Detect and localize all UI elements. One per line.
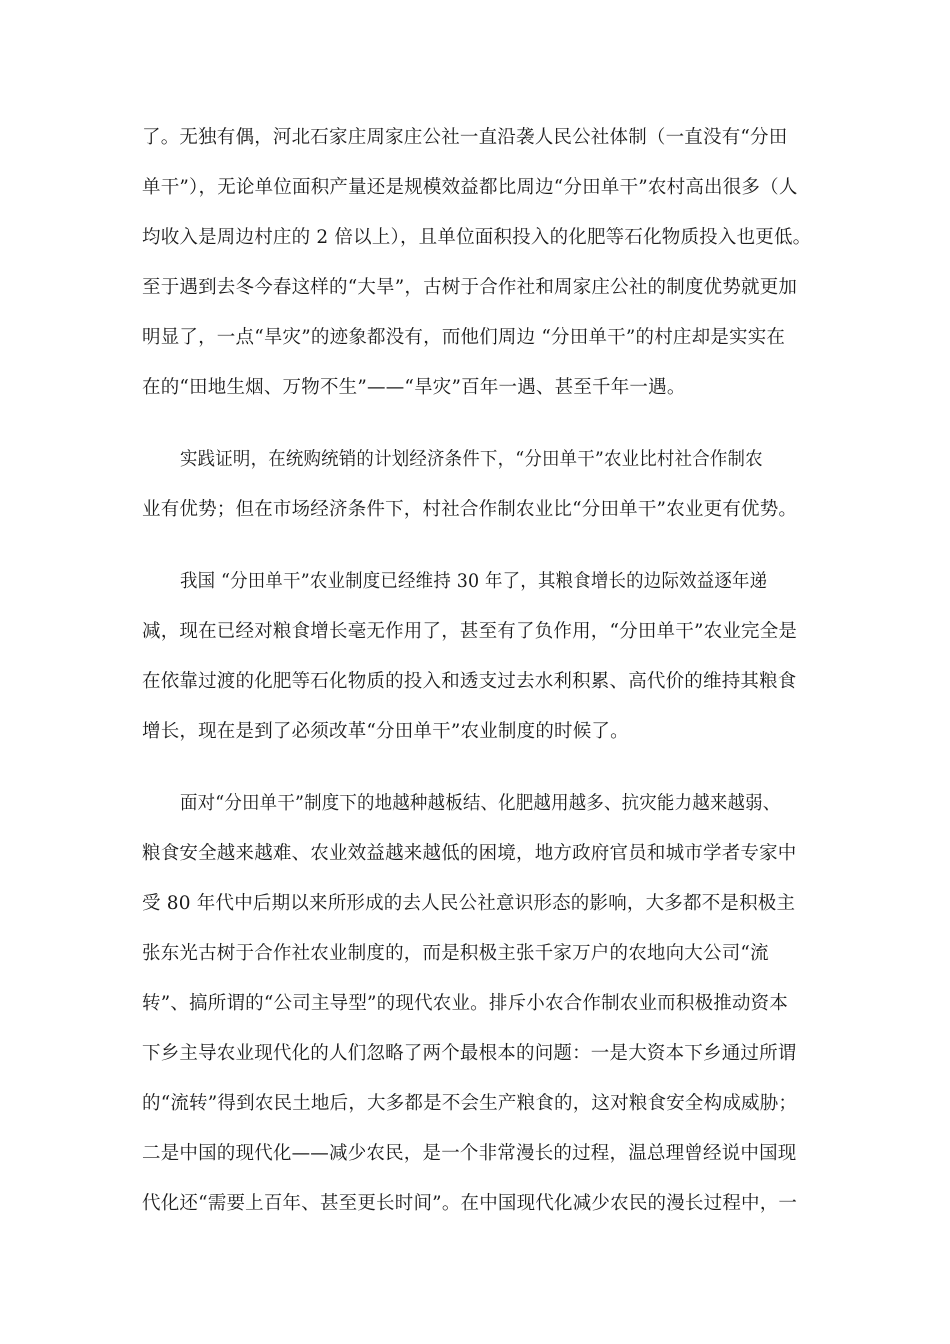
paragraph-1-line-4: 至于遇到去冬今春这样的“大旱”，古树于合作社和周家庄公社的制度优势就更加 xyxy=(142,277,798,298)
paragraph-3-line-2: 减，现在已经对粮食增长毫无作用了，甚至有了负作用，“分田单干”农业完全是 xyxy=(142,621,798,642)
paragraph-4-line-3: 受 80 年代中后期以来所形成的去人民公社意识形态的影响，大多都不是积极主 xyxy=(142,893,796,914)
paragraph-1-line-3: 均收入是周边村庄的 2 倍以上），且单位面积投入的化肥等石化物质投入也更低。 xyxy=(142,227,812,248)
paragraph-1-line-6: 在的“田地生烟、万物不生”——“旱灾”百年一遇、甚至千年一遇。 xyxy=(142,377,686,398)
paragraph-4-line-6: 下乡主导农业现代化的人们忽略了两个最根本的问题：一是大资本下乡通过所谓 xyxy=(142,1043,797,1064)
paragraph-3-line-4: 增长，现在是到了必须改革“分田单干”农业制度的时候了。 xyxy=(142,721,629,742)
paragraph-3-line-3: 在依靠过渡的化肥等石化物质的投入和透支过去水利积累、高代价的维持其粮食 xyxy=(142,671,797,692)
paragraph-4-line-1: 面对“分田单干”制度下的地越种越板结、化肥越用越多、抗灾能力越来越弱、 xyxy=(180,793,781,814)
paragraph-1-line-2: 单干”），无论单位面积产量还是规模效益都比周边“分田单干”农村高出很多（人 xyxy=(142,177,798,198)
paragraph-4-line-7: 的“流转”得到农民土地后，大多都是不会生产粮食的，这对粮食安全构成威胁； xyxy=(142,1093,798,1114)
paragraph-2-line-1: 实践证明，在统购统销的计划经济条件下，“分田单干”农业比村社合作制农 xyxy=(180,449,763,470)
paragraph-3-line-1: 我国 “分田单干”农业制度已经维持 30 年了，其粮食增长的边际效益逐年递 xyxy=(180,571,768,592)
paragraph-2-line-2: 业有优势；但在市场经济条件下，村社合作制农业比“分田单干”农业更有优势。 xyxy=(142,499,798,520)
paragraph-4-line-4: 张东光古树于合作社农业制度的，而是积极主张千家万户的农地向大公司“流 xyxy=(142,943,769,964)
paragraph-4-line-8: 二是中国的现代化——减少农民，是一个非常漫长的过程，温总理曾经说中国现 xyxy=(142,1143,797,1164)
paragraph-1-line-1: 了。无独有偶，河北石家庄周家庄公社一直沿袭人民公社体制（一直没有“分田 xyxy=(142,127,788,148)
paragraph-4-line-5: 转”、搞所谓的“公司主导型”的现代农业。排斥小农合作制农业而积极推动资本 xyxy=(142,993,789,1014)
paragraph-4-line-2: 粮食安全越来越难、农业效益越来越低的困境，地方政府官员和城市学者专家中 xyxy=(142,843,797,864)
paragraph-1-line-5: 明显了，一点“旱灾”的迹象都没有，而他们周边 “分田单干”的村庄却是实实在 xyxy=(142,327,786,348)
paragraph-4-line-9: 代化还“需要上百年、甚至更长时间”。在中国现代化减少农民的漫长过程中，一 xyxy=(142,1193,798,1214)
